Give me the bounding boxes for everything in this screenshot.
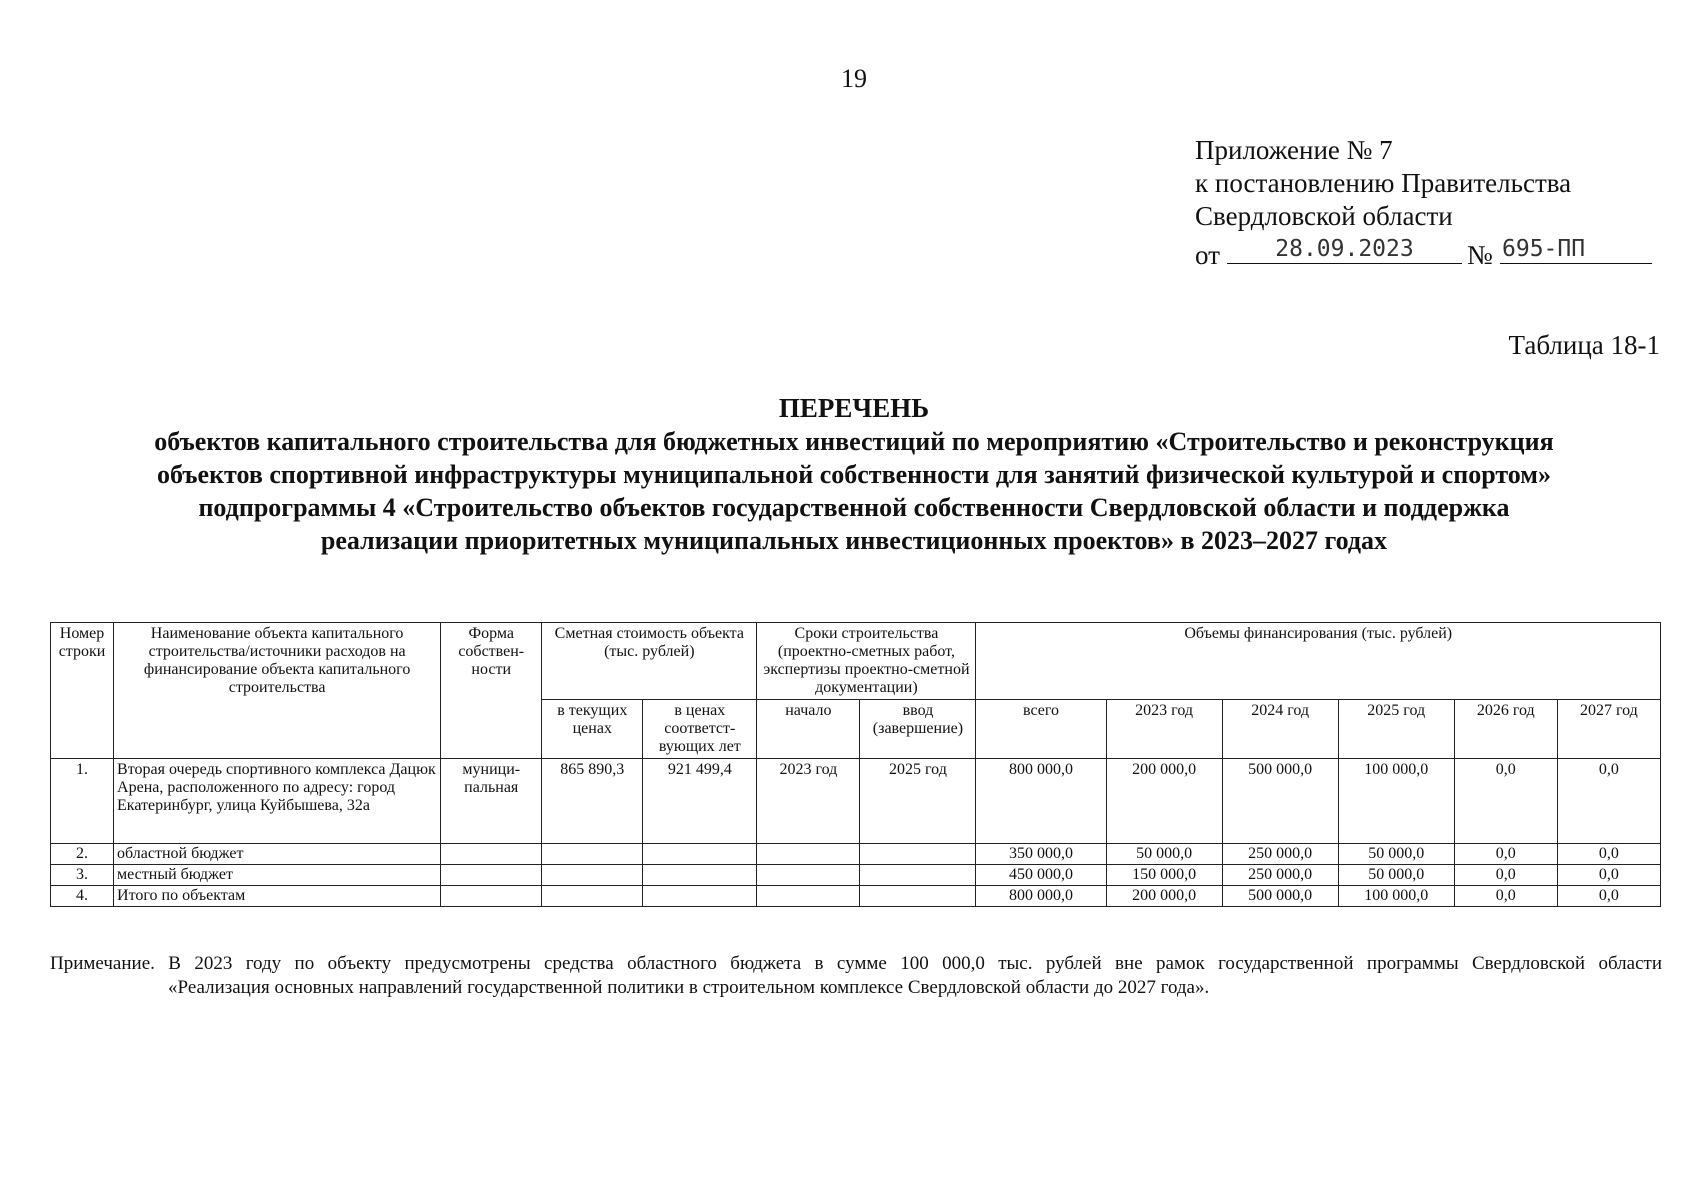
cell-2025: 50 000,0 [1338,844,1454,865]
cell-2023: 150 000,0 [1106,865,1222,886]
header-object-name: Наименование объекта капитального строительства/источники расходов на финансирование объекта капитального строительства [114,623,441,759]
cell-current-prices [542,886,643,907]
cell-year-prices: 921 499,4 [643,759,757,844]
cell-start [757,865,860,886]
cell-current-prices [542,865,643,886]
title-line-2: объектов спортивной инфраструктуры муниципальной собственности для занятий физической культурой и спортом» [157,460,1551,489]
appendix-date-number [1195,233,1586,271]
header-2027: 2027 год [1557,700,1660,759]
cell-num: 2. [51,844,114,865]
cell-start [757,844,860,865]
header-2024: 2024 год [1222,700,1338,759]
table-header-row [51,623,1661,700]
cell-2023: 200 000,0 [1106,759,1222,844]
footnote-line-2: «Реализация основных направлений государственной политики в строительном комплексе Свердловской области до 2027 года». [168,977,1210,998]
cell-2024: 250 000,0 [1222,865,1338,886]
appendix-block [1195,134,1586,271]
cell-num: 4. [51,886,114,907]
header-total: всего [976,700,1106,759]
number-label: № [1467,240,1493,270]
title-line-1: объектов капитального строительства для бюджетных инвестиций по мероприятию «Строительство и реконструкция [154,427,1554,456]
cell-completion [860,844,976,865]
cell-2026: 0,0 [1454,759,1557,844]
cell-completion [860,865,976,886]
cell-num: 1. [51,759,114,844]
table-row [51,886,1661,907]
cell-2023: 200 000,0 [1106,886,1222,907]
cell-completion [860,886,976,907]
page-number: 19 [841,64,867,93]
cell-year-prices [643,886,757,907]
table-caption: Таблица 18-1 [1508,330,1660,360]
cell-start [757,886,860,907]
cell-2027: 0,0 [1557,865,1660,886]
appendix-region: Свердловской области [1195,201,1453,231]
cell-ownership [441,844,542,865]
cell-total: 450 000,0 [976,865,1106,886]
title-line-3: подпрограммы 4 «Строительство объектов государственной собственности Свердловской области и поддержка [198,493,1510,522]
cell-total: 800 000,0 [976,886,1106,907]
cell-2027: 0,0 [1557,844,1660,865]
header-construction-terms: Сроки строительства (проектно-сметных работ, экспертизы проектно-сметной документации) [757,623,976,700]
header-ownership: Форма собствен-ности [441,623,542,759]
appendix-title: Приложение № 7 [1195,135,1393,165]
cell-ownership [441,886,542,907]
cell-2026: 0,0 [1454,844,1557,865]
cell-2025: 100 000,0 [1338,759,1454,844]
cell-ownership: муници-пальная [441,759,542,844]
cell-ownership [441,865,542,886]
cell-2024: 250 000,0 [1222,844,1338,865]
cell-2024: 500 000,0 [1222,759,1338,844]
cell-current-prices [542,844,643,865]
footnote [50,952,1662,1000]
footnote-line-1: Примечание. В 2023 году по объекту предусмотрены средства областного бюджета в сумме 100 000,0 тыс. рублей вне рамок государственной программы Свердловской области [50,953,1662,974]
cell-total: 800 000,0 [976,759,1106,844]
header-completion: ввод (завершение) [860,700,976,759]
resolution-number: 695-ПП [1500,233,1652,264]
cell-2023: 50 000,0 [1106,844,1222,865]
cell-total: 350 000,0 [976,844,1106,865]
cell-2026: 0,0 [1454,886,1557,907]
appendix-resolution: к постановлению Правительства [1195,168,1572,198]
cell-2025: 100 000,0 [1338,886,1454,907]
cell-start: 2023 год [757,759,860,844]
cell-name: областной бюджет [114,844,441,865]
header-estimated-cost: Сметная стоимость объекта (тыс. рублей) [542,623,757,700]
title-heading: ПЕРЕЧЕНЬ [778,393,930,423]
table-row [51,844,1661,865]
header-year-prices: в ценах соответст-вующих лет [643,700,757,759]
cell-name: Итого по объектам [114,886,441,907]
header-row-number: Номер строки [51,623,114,759]
cell-current-prices: 865 890,3 [542,759,643,844]
cell-name: Вторая очередь спортивного комплекса Дацюк Арена, расположенного по адресу: город Екатеринбург, улица Куйбышева, 32а [114,759,441,844]
header-current-prices: в текущих ценах [542,700,643,759]
from-label: от [1195,240,1220,270]
document-title [40,392,1668,557]
header-funding-volumes: Объемы финансирования (тыс. рублей) [976,623,1661,700]
resolution-date: 28.09.2023 [1227,233,1462,264]
cell-year-prices [643,865,757,886]
cell-year-prices [643,844,757,865]
cell-2024: 500 000,0 [1222,886,1338,907]
header-start: начало [757,700,860,759]
cell-2025: 50 000,0 [1338,865,1454,886]
header-2025: 2025 год [1338,700,1454,759]
cell-num: 3. [51,865,114,886]
cell-2027: 0,0 [1557,886,1660,907]
header-2026: 2026 год [1454,700,1557,759]
header-2023: 2023 год [1106,700,1222,759]
title-line-4: реализации приоритетных муниципальных инвестиционных проектов» в 2023–2027 годах [320,526,1388,555]
cell-name: местный бюджет [114,865,441,886]
cell-completion: 2025 год [860,759,976,844]
table-row [51,865,1661,886]
table-row [51,759,1661,844]
objects-table [50,622,1661,907]
cell-2026: 0,0 [1454,865,1557,886]
cell-2027: 0,0 [1557,759,1660,844]
